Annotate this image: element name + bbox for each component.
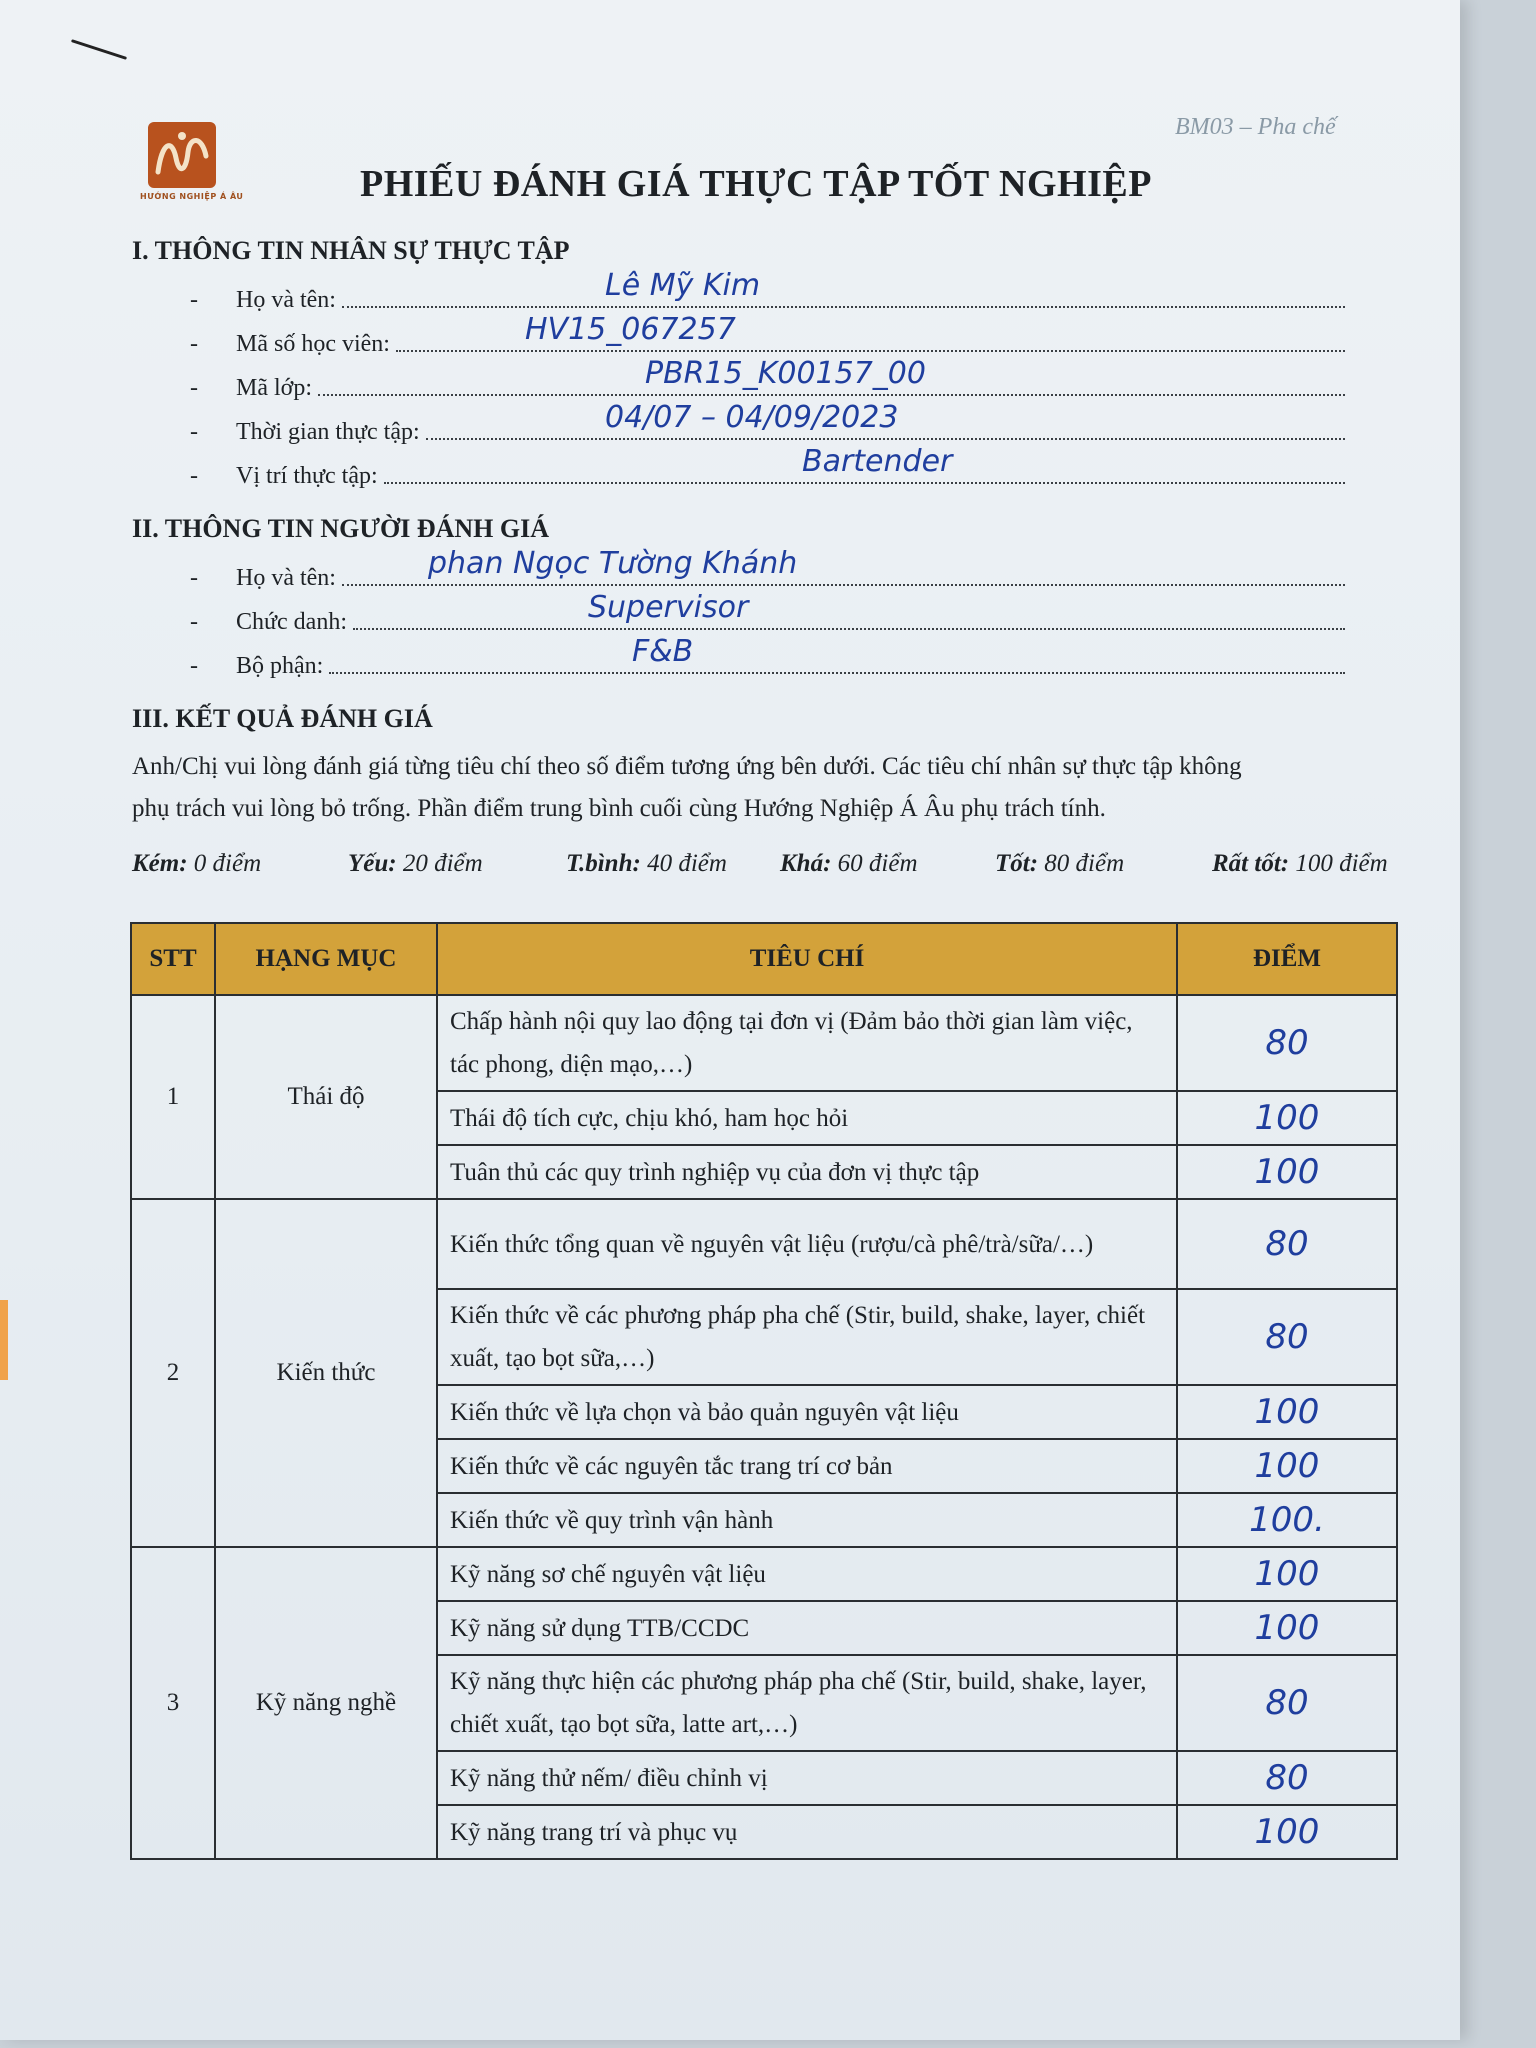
field-label: Họ và tên:	[236, 287, 336, 313]
table-header-row	[131, 923, 1397, 995]
field-label: Mã số học viên:	[236, 331, 390, 357]
criterion-cell: Kỹ năng trang trí và phục vụ	[437, 1805, 1177, 1859]
logo-mark	[148, 122, 216, 188]
field-evaluator-title: - Chức danh:	[190, 602, 1345, 636]
criterion-cell: Kiến thức tổng quan về nguyên vật liệu (rượu/cà phê/trà/sữa/…)	[437, 1199, 1177, 1289]
group-stt: 1	[131, 995, 215, 1199]
field-label: Thời gian thực tập:	[236, 419, 420, 445]
evaluator-name-value: phan Ngọc Tường Khánh	[428, 546, 798, 581]
header-score: ĐIỂM	[1177, 923, 1397, 995]
score-cell: 100	[1177, 1385, 1397, 1439]
criterion-cell: Kiến thức về các phương pháp pha chế (Stir, build, shake, layer, chiết xuất, tạo bọt sữa,…)	[437, 1289, 1177, 1385]
score-cell: 80	[1177, 995, 1397, 1091]
pen-mark	[71, 39, 127, 60]
field-internship-position: - Vị trí thực tập:	[190, 456, 1345, 490]
scale-fair: Khá: 60 điểm	[780, 850, 918, 877]
criterion-cell: Chấp hành nội quy lao động tại đơn vị (Đảm bảo thời gian làm việc, tác phong, diện mạo,…)	[437, 995, 1177, 1091]
department-value: F&B	[632, 634, 694, 669]
intern-name-value: Lê Mỹ Kim	[605, 268, 761, 303]
internship-position-value: Bartender	[802, 444, 953, 479]
field-label: Họ và tên:	[236, 565, 336, 591]
field-student-id: - Mã số học viên:	[190, 324, 1345, 358]
company-logo	[140, 122, 244, 214]
score-cell: 100	[1177, 1439, 1397, 1493]
form-code: BM03 – Pha chế	[1175, 114, 1336, 140]
field-class-code: - Mã lớp:	[190, 368, 1345, 402]
score-cell: 80	[1177, 1199, 1397, 1289]
group-category: Thái độ	[215, 995, 437, 1199]
score-cell: 100	[1177, 1601, 1397, 1655]
scale-average: T.bình: 40 điểm	[566, 850, 727, 877]
instruction-line-1: Anh/Chị vui lòng đánh giá từng tiêu chí theo số điểm tương ứng bên dưới. Các tiêu chí nhân sự thực tập không	[132, 753, 1242, 780]
orange-tab	[0, 1300, 8, 1380]
score-cell: 100.	[1177, 1493, 1397, 1547]
class-code-value: PBR15_K00157_00	[645, 356, 926, 391]
criterion-cell: Kỹ năng sử dụng TTB/CCDC	[437, 1601, 1177, 1655]
score-cell: 100	[1177, 1091, 1397, 1145]
evaluator-title-value: Supervisor	[588, 590, 749, 625]
score-cell: 100	[1177, 1547, 1397, 1601]
scale-good: Tốt: 80 điểm	[995, 850, 1125, 877]
evaluation-table	[130, 922, 1398, 1860]
section-3-heading: III. KẾT QUẢ ĐÁNH GIÁ	[132, 704, 433, 733]
criterion-cell: Kỹ năng thử nếm/ điều chỉnh vị	[437, 1751, 1177, 1805]
group-stt: 2	[131, 1199, 215, 1547]
score-cell: 80	[1177, 1751, 1397, 1805]
header-stt: STT	[131, 923, 215, 995]
table-row	[131, 1547, 1397, 1601]
criterion-cell: Kiến thức về quy trình vận hành	[437, 1493, 1177, 1547]
page-title: PHIẾU ĐÁNH GIÁ THỰC TẬP TỐT NGHIỆP	[360, 163, 1152, 205]
score-cell: 80	[1177, 1289, 1397, 1385]
field-intern-name: - Họ và tên:	[190, 280, 1345, 314]
scale-weak: Kém: 0 điểm	[132, 850, 262, 877]
section-1-heading: I. THÔNG TIN NHÂN SỰ THỰC TẬP	[132, 236, 570, 265]
section-2-heading: II. THÔNG TIN NGƯỜI ĐÁNH GIÁ	[132, 514, 550, 543]
logo-caption: HƯỚNG NGHIỆP Á ÂU	[140, 192, 244, 201]
internship-period-value: 04/07 – 04/09/2023	[605, 400, 899, 435]
header-category: HẠNG MỤC	[215, 923, 437, 995]
scale-poor: Yếu: 20 điểm	[348, 850, 483, 877]
header-criterion: TIÊU CHÍ	[437, 923, 1177, 995]
field-internship-period: - Thời gian thực tập:	[190, 412, 1345, 446]
student-id-value: HV15_067257	[525, 312, 736, 347]
field-evaluator-name: - Họ và tên:	[190, 558, 1345, 592]
table-row	[131, 1199, 1397, 1289]
field-label: Mã lớp:	[236, 375, 313, 401]
group-category: Kỹ năng nghề	[215, 1547, 437, 1859]
criterion-cell: Thái độ tích cực, chịu khó, ham học hỏi	[437, 1091, 1177, 1145]
group-category: Kiến thức	[215, 1199, 437, 1547]
scale-excellent: Rất tốt: 100 điểm	[1212, 850, 1388, 877]
instruction-line-2: phụ trách vui lòng bỏ trống. Phần điểm trung bình cuối cùng Hướng Nghiệp Á Âu phụ trách tính.	[132, 795, 1106, 822]
criterion-cell: Kiến thức về lựa chọn và bảo quản nguyên vật liệu	[437, 1385, 1177, 1439]
field-label: Bộ phận:	[236, 653, 324, 679]
field-label: Chức danh:	[236, 609, 347, 635]
criterion-cell: Kỹ năng sơ chế nguyên vật liệu	[437, 1547, 1177, 1601]
field-label: Vị trí thực tập:	[236, 463, 378, 489]
score-cell: 100	[1177, 1145, 1397, 1199]
field-department: - Bộ phận:	[190, 646, 1345, 680]
criterion-cell: Kỹ năng thực hiện các phương pháp pha chế (Stir, build, shake, layer, chiết xuất, tạo bọt sữa, latte art,…)	[437, 1655, 1177, 1751]
criterion-cell: Kiến thức về các nguyên tắc trang trí cơ bản	[437, 1439, 1177, 1493]
score-cell: 100	[1177, 1805, 1397, 1859]
table-row	[131, 995, 1397, 1091]
group-stt: 3	[131, 1547, 215, 1859]
score-cell: 80	[1177, 1655, 1397, 1751]
criterion-cell: Tuân thủ các quy trình nghiệp vụ của đơn vị thực tập	[437, 1145, 1177, 1199]
